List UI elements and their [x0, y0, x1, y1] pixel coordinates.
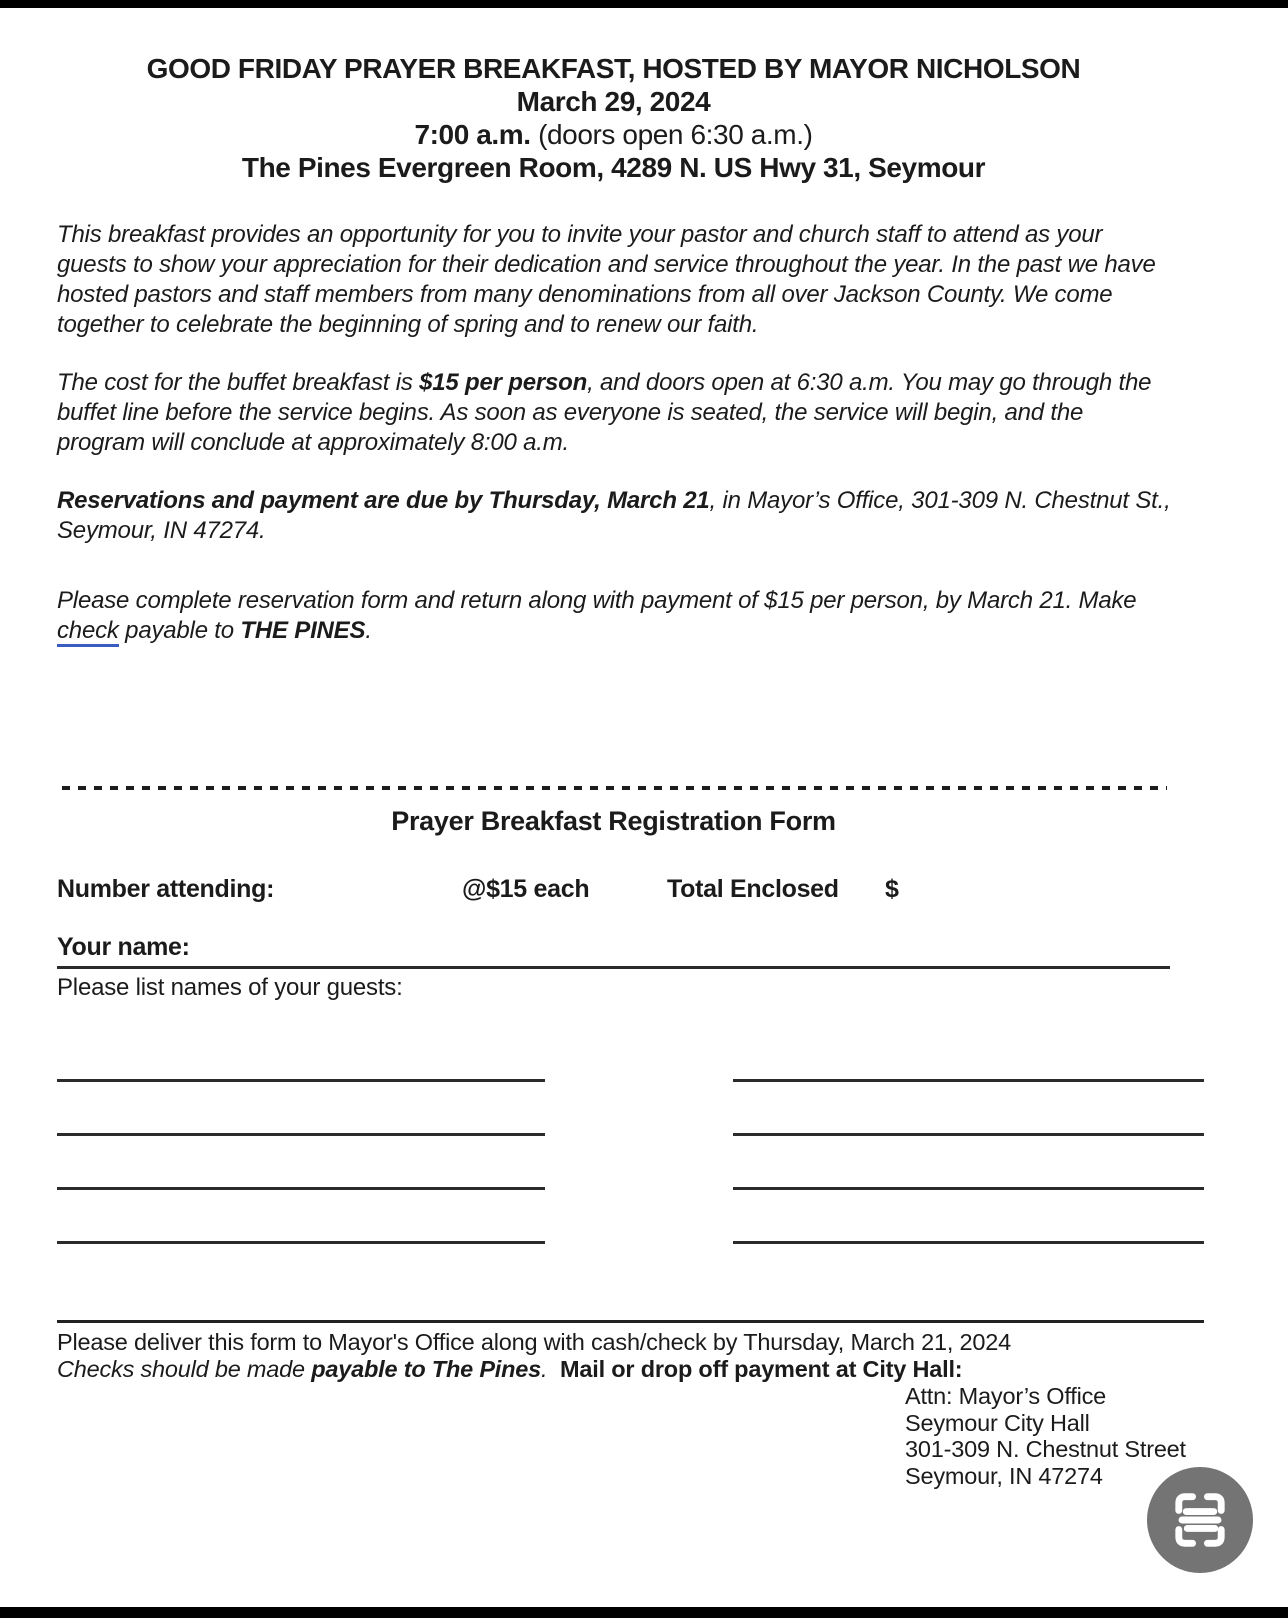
guest-name-lines: [57, 1028, 1204, 1244]
p2-price-bold: $15 per person: [419, 369, 588, 396]
p4-pre: Please complete reservation form and return along with payment of $15 per person, by March 21. Make: [57, 587, 1137, 614]
scan-text-icon: [1147, 1467, 1253, 1573]
amount-row: [57, 875, 1204, 905]
mail-dropoff-bold: Mail or drop off payment at City Hall:: [560, 1356, 963, 1382]
price-each-label: @$15 each: [462, 875, 590, 903]
guests-list-label: Please list names of your guests:: [57, 974, 403, 1001]
intro-paragraph-4: [57, 586, 1175, 646]
intro-paragraph-3: [57, 486, 1175, 546]
p2-post: , and doors open at 6:30 a.m. You may go through the buffet line before the service begins. As soon as everyone is seated, the service will begin, and the program will conclude at approximately 8:00 a.m.: [57, 369, 1152, 456]
address-line-street: 301-309 N. Chestnut Street: [905, 1436, 1186, 1462]
checks-spacer: [547, 1356, 560, 1382]
your-name-field: [57, 933, 1170, 969]
guest-name-line: [733, 1190, 1204, 1244]
total-enclosed-label: Total Enclosed: [667, 875, 839, 903]
guest-name-line: [733, 1082, 1204, 1136]
deliver-instruction: Please deliver this form to Mayor's Office along with cash/check by Thursday, March 21, 2024: [57, 1329, 1011, 1355]
event-title: GOOD FRIDAY PRAYER BREAKFAST, HOSTED BY MAYOR NICHOLSON: [146, 53, 1081, 84]
checks-payee-bold: payable to The Pines: [311, 1356, 542, 1382]
checks-instruction: [57, 1356, 1204, 1383]
guest-name-line: [57, 1082, 545, 1136]
p4-mid: payable to: [118, 617, 241, 644]
cutoff-dashed-divider: [62, 786, 1167, 790]
guest-name-line: [57, 1136, 545, 1190]
event-time: [57, 118, 1170, 151]
guest-name-line: [733, 1136, 1204, 1190]
top-letterbox-bar: [0, 0, 1288, 8]
event-time-bold: 7:00 a.m.: [414, 119, 531, 150]
guest-name-line: [57, 1028, 545, 1082]
address-line-hall: Seymour City Hall: [905, 1409, 1090, 1436]
registration-form-title: Prayer Breakfast Registration Form: [391, 806, 836, 836]
scan-button[interactable]: [1147, 1467, 1253, 1573]
p4-payee-bold: THE PINES: [240, 617, 366, 644]
p2-pre: The cost for the buffet breakfast is: [57, 369, 420, 396]
address-line-city: Seymour, IN 47274: [905, 1462, 1103, 1489]
guest-name-line: [57, 1190, 545, 1244]
intro-paragraph-1: This breakfast provides an opportunity for you to invite your pastor and church staff to attend as your guests to show your appreciation for their dedication and service throughout the year. In the past we have hosted pastors and staff members from many denominations from all over Jackson County. We come together to celebrate the beginning of spring and to renew our faith.: [57, 221, 1156, 338]
document-header: [57, 52, 1170, 184]
address-line-attn: Attn: Mayor’s Office: [905, 1383, 1107, 1409]
guest-row: [57, 1082, 1204, 1136]
event-venue: The Pines Evergreen Room, 4289 N. US Hwy 31, Seymour: [241, 152, 986, 183]
guest-name-line: [733, 1028, 1204, 1082]
event-date: March 29, 2024: [516, 86, 711, 117]
event-time-detail: (doors open 6:30 a.m.): [530, 119, 813, 150]
intro-paragraph-2: [57, 368, 1175, 458]
p4-end: .: [365, 617, 372, 644]
guest-row: [57, 1028, 1204, 1082]
checks-dot: .: [541, 1356, 548, 1382]
check-underlined-word: check: [57, 617, 119, 647]
guest-row: [57, 1136, 1204, 1190]
bottom-letterbox-bar: [0, 1607, 1288, 1618]
footer-divider-line: [57, 1320, 1204, 1323]
guest-row: [57, 1190, 1204, 1244]
number-attending-label: Number attending:: [57, 875, 275, 903]
currency-sign: $: [885, 875, 899, 903]
your-name-label: Your name:: [57, 933, 190, 961]
checks-pre: Checks should be made: [57, 1356, 312, 1382]
p3-rest: , in Mayor’s Office, 301-309 N. Chestnut St., Seymour, IN 47274.: [57, 487, 1171, 544]
p3-deadline-bold: Reservations and payment are due by Thursday, March 21: [57, 487, 710, 514]
